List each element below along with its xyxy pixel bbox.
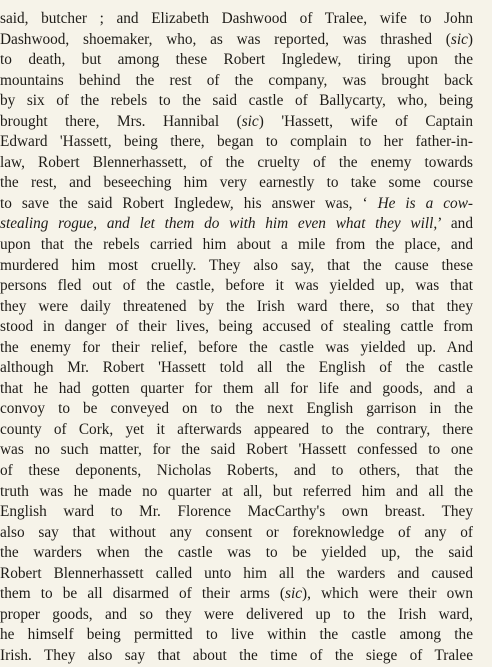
text-line: stealing rogue, and let them do with him even what they will,’ and [0,215,473,233]
text-line: the rest, and beseeching him very earnestly to take some course [0,174,473,192]
text-line: convoy to be conveyed on to the next English garrison in the [0,400,473,418]
text-line: murdered him most cruelly. They also say, that the cause these [0,256,473,274]
text-line: they were daily threatened by the Irish ward there, so that they [0,297,473,315]
text-line: said, butcher ; and Elizabeth Dashwood of Tralee, wife to John [0,10,473,27]
text-line: of these deponents, Nicholas Roberts, and to others, that the [0,462,473,480]
text-line: Dashwood, shoemaker, who, as was reported, was thrashed (sic) [0,30,473,48]
text-line: proper goods, and so they were delivered up to the Irish ward, [0,605,473,623]
text-line: upon that the rebels carried him about a mile from the place, and [0,236,473,254]
text-line: to save the said Robert Ingledew, his answer was, ‘ He is a cow- [0,194,473,212]
body-text [0,9,492,667]
text-line: he himself being permitted to live within the castle among the [0,626,473,644]
text-line: the warders when the castle was to be yielded up, the said [0,544,473,562]
text-line: English ward to Mr. Florence MacCarthy's own breast. They [0,503,473,521]
text-line: the enemy for their relief, before the castle was yielded up. And [0,338,473,356]
text-line: that he had gotten quarter for them all for life and goods, and a [0,379,473,397]
text-line: Robert Blennerhassett called unto him all the warders and caused [0,564,473,582]
text-line: law, Robert Blennerhassett, of the cruelty of the enemy towards [0,153,473,171]
text-line: brought there, Mrs. Hannibal (sic) 'Hassett, wife of Captain [0,112,473,130]
text-line: by six of the rebels to the said castle of Ballycarty, who, being [0,92,473,110]
text-line: county of Cork, yet it afterwards appeared to the contrary, there [0,420,473,438]
text-line: persons fled out of the castle, before it was yielded up, was that [0,277,473,295]
text-line: was no such matter, for the said Robert 'Hassett confessed to one [0,441,473,459]
text-line: Edward 'Hassett, being there, began to complain to her father-in- [0,133,473,151]
text-line: truth was he made no quarter at all, but referred him and all the [0,482,473,500]
text-line: although Mr. Robert 'Hassett told all the English of the castle [0,359,473,377]
text-line: mountains behind the rest of the company, was brought back [0,71,473,89]
text-line: Irish. They also say that about the time of the siege of Tralee [0,646,473,664]
text-line: to death, but among these Robert Ingledew, tiring upon the [0,51,473,69]
text-line: stood in danger of their lives, being accused of stealing cattle from [0,318,473,336]
text-line: also say that without any consent or foreknowledge of any of [0,523,473,541]
text-line: them to be all disarmed of their arms (sic), which were their own [0,585,473,603]
